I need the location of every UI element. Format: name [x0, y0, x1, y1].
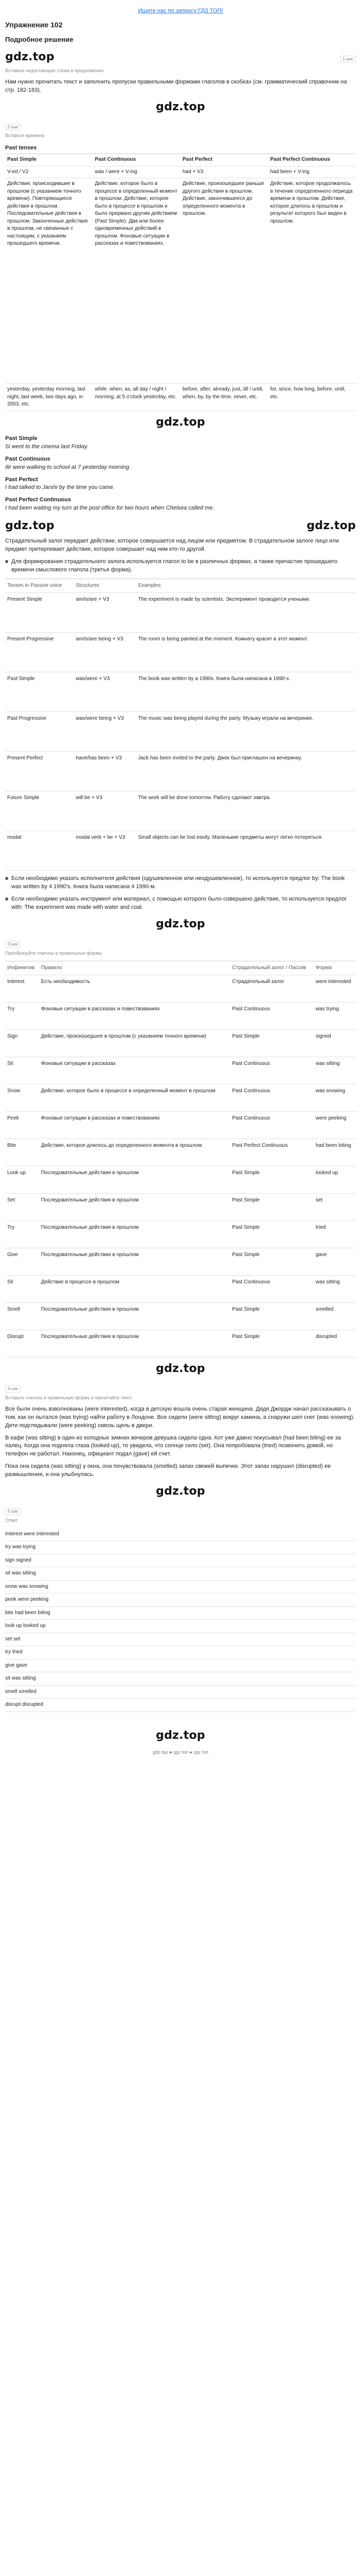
cell-rule: Фоновые ситуации в рассказах и повествованиях [39, 1003, 230, 1030]
cell-verb: Look up [5, 1166, 39, 1194]
cell-rule: Действие в процессе в прошлом [39, 1276, 230, 1303]
bullet-icon [5, 877, 8, 880]
cell-tense: modal [5, 831, 74, 871]
example-tense: Past Continuous [5, 455, 51, 462]
verbs-header: Правило [39, 961, 230, 975]
list-item: try was trying [5, 1541, 356, 1554]
tense-markers: yesterday, yesterday morning, last night, last week, two days ago, in 2003, etc. [5, 384, 93, 411]
watermark: gdz.top [156, 1362, 205, 1376]
table-row [5, 1330, 356, 1358]
cell-verb: Give [5, 1248, 39, 1276]
passive-header: Examples [136, 579, 356, 593]
cell-tense: Past Simple [230, 1303, 314, 1330]
tense-form: had + V3 [180, 166, 268, 179]
watermark: gdz.top [156, 415, 205, 429]
cell-example: The room is being painted at the moment. Комнату красят в этот момент. [136, 633, 356, 672]
cell-rule: Последовательные действия в прошлом [39, 1221, 230, 1248]
cell-example: Jack has been invited to the party. Джек был приглашен на вечеринку. [136, 752, 356, 791]
cell-tense: Past Simple [230, 1248, 314, 1276]
watermark: gdz.top [156, 1728, 205, 1742]
tense-use: Действие, которое было в процессе в определенный момент в прошлом. Действие, которое было в процессе в прошлом и было прервано другим действием (Past Simple). Два или более одновременных действий в прошлом. Фоновые ситуации в рассказах и повествованиях. [93, 178, 180, 384]
cell-verb: Snow [5, 1084, 39, 1112]
list-item: bite had been biting [5, 1607, 356, 1620]
page [5, 0, 356, 1764]
step-badge: 3 шаг [5, 941, 21, 948]
cell-example: The experiment is made by scientists. Эксперимент проводится учеными. [136, 593, 356, 633]
verbs-body [5, 975, 356, 1358]
list-item: snow was snowing [5, 1581, 356, 1594]
cell-form: was trying [314, 1003, 356, 1030]
list-item: try tried [5, 1646, 356, 1659]
example-tense: Past Simple [5, 435, 38, 442]
cell-example: The music was being played during the party. Музыку играли на вечеринке. [136, 712, 356, 752]
cell-verb: Disrupt [5, 1330, 39, 1358]
cell-verb: Sit [5, 1276, 39, 1303]
watermark-row [5, 49, 356, 65]
list-item: sign signed [5, 1554, 356, 1568]
table-row [5, 1139, 356, 1166]
step-badge: 2 шаг [5, 124, 21, 131]
cell-form: were interested [314, 975, 356, 1003]
cell-verb: Smell [5, 1303, 39, 1330]
list-item: set set [5, 1633, 356, 1647]
cell-form: smelled [314, 1303, 356, 1330]
cell-form: gave [314, 1248, 356, 1276]
bullet-icon [5, 560, 8, 563]
cell-verb: Try [5, 1221, 39, 1248]
cell-tense: Future Simple [5, 791, 74, 831]
example-sentence: I had talked to Jarshi by the time you came. [5, 484, 115, 491]
passive-header: Tenses in Passive voice [5, 579, 74, 593]
tense-header: Past Perfect Continuous [268, 154, 356, 166]
cell-form: had been biting [314, 1139, 356, 1166]
table-row [5, 633, 356, 672]
cell-rule: Фоновые ситуации в рассказах [39, 1057, 230, 1084]
table-row [5, 752, 356, 791]
cell-rule: Действие, произошедшее в прошлом (с указанием точного времени) [39, 1030, 230, 1057]
cell-example: The book was written by a 1990s. Книга была написана в 1990-х. [136, 672, 356, 712]
watermark: gdz.top [306, 519, 356, 533]
tenses-grid [5, 154, 356, 411]
search-link[interactable]: Ищите нас по запросу ГДЗ ТОП! [138, 8, 223, 14]
watermark: gdz.top [156, 1485, 205, 1498]
step-badge: 4 шаг [5, 1385, 21, 1393]
step-badge: 5 шаг [5, 1508, 21, 1515]
cell-example: The work will be done tomorrow. Работу сделают завтра. [136, 791, 356, 831]
cell-tense: Past Simple [5, 672, 74, 712]
cell-rule: Последовательные действия в прошлом [39, 1194, 230, 1221]
cell-structure: was/were being + V3 [74, 712, 136, 752]
cell-tense: Past Perfect Continuous [230, 1139, 314, 1166]
table-row [5, 1112, 356, 1139]
cell-tense: Past Continuous [230, 1003, 314, 1030]
step-title: Вставьте времена [5, 133, 44, 139]
step-title: Преобразуйте глаголы в правильные формы [5, 950, 103, 956]
cell-form: signed [314, 1030, 356, 1057]
table-row [5, 593, 356, 633]
cell-verb: Set [5, 1194, 39, 1221]
table-row [5, 1084, 356, 1112]
cell-verb: Try [5, 1003, 39, 1030]
table-row [5, 975, 356, 1003]
cell-rule: Последовательные действия в прошлом [39, 1248, 230, 1276]
page-title: Упражнение 102 [5, 20, 63, 29]
passive-bullet [5, 875, 356, 891]
list-item: give gave [5, 1659, 356, 1673]
final-answers [5, 1528, 356, 1712]
cell-rule: Последовательные действия в прошлом [39, 1303, 230, 1330]
cell-tense: Present Perfect [5, 752, 74, 791]
passive-intro: Страдательный залог передает действие, которое совершается над лицом или предметом. В страдательном залоге лицо или предмет претерпевает действие, которое совершает над ним кто-то другой. [5, 538, 339, 553]
solution-heading: Подробное решение [5, 36, 74, 44]
cell-verb: Interest [5, 975, 39, 1003]
top-link[interactable] [5, 7, 356, 15]
table-row [5, 831, 356, 871]
cell-rule: Действие, которое длилось до определенного момента в прошлом [39, 1139, 230, 1166]
list-item: smell smelled [5, 1686, 356, 1699]
step-title: Ответ [5, 1517, 18, 1523]
passive-header: Structures [74, 579, 136, 593]
tense-use: Действия, происходившие в прошлом (с указанием точного времени). Повторяющиеся действия в прошлом. Последовательные действия в прошлом. Законченные действия в прошлом, не связанные с настоящим, с указанием прошедшего времени. [5, 178, 93, 384]
cell-form: was sitting [314, 1057, 356, 1084]
step-badge: 1 шаг [340, 56, 356, 63]
cell-structure: will be + V3 [74, 791, 136, 831]
list-item: look up looked up [5, 1620, 356, 1633]
watermark: gdz.top [5, 519, 55, 533]
example-sentence: I had been waiting my turn at the post office for two hours when Chelsea called me. [5, 505, 215, 512]
cell-verb: Peek [5, 1112, 39, 1139]
passive-note [5, 558, 356, 574]
cell-structure: am/is/are being + V3 [74, 633, 136, 672]
cell-structure: modal verb + be + V3 [74, 831, 136, 871]
cell-tense: Past Simple [230, 1330, 314, 1358]
tense-form: V-ed / V2 [5, 166, 93, 179]
cell-tense: Past Continuous [230, 1057, 314, 1084]
table-row [5, 1248, 356, 1276]
cell-form: set [314, 1194, 356, 1221]
step-title: Вставьте глаголы в правильную форму и прочитайте текст [5, 1395, 132, 1400]
example-tense: Past Perfect [5, 476, 38, 483]
cell-rule: Действие, которое было в процессе в определенный момент в прошлом [39, 1084, 230, 1112]
cell-tense: Past Continuous [230, 1112, 314, 1139]
cell-tense: Past Continuous [230, 1276, 314, 1303]
table-row [5, 1303, 356, 1330]
passive-bullet-text: Если необходимо указать инструмент или материал, с помощью которого было совершено действие, то используется предлог with: The experiment was made with water and coal. [11, 896, 347, 911]
cell-tense: Past Simple [230, 1030, 314, 1057]
verbs-header: Инфинитив [5, 961, 39, 975]
intro-text: Нам нужно прочитать текст и заполнить пропуски правильными формами глаголов в скобках (см. грамматический справочник на стр. 182-183). [5, 79, 347, 93]
example-tense: Past Perfect Continuous [5, 497, 71, 503]
cell-tense: Past Simple [230, 1221, 314, 1248]
cell-form: tried [314, 1221, 356, 1248]
table-row [5, 1057, 356, 1084]
tense-markers: while, when, as, all day / night / morning, at 5 o'clock yesterday, etc. [93, 384, 180, 411]
cell-example: Small objects can be lost easily. Маленькие предметы могут легко потеряться. [136, 831, 356, 871]
table-row [5, 672, 356, 712]
tense-use: Действие, которое продолжалось в течение определенного периода времени в прошлом. Действие, которое длилось в прошлом и результат которого был виден в прошлом. [268, 178, 356, 384]
tense-header: Past Perfect [180, 154, 268, 166]
cell-tense: Страдательный залог [230, 975, 314, 1003]
story-paragraph: В кафе (was sitting) в один из холодных зимних вечеров девушка сидела одна. Кот уже давно покусывал (had been biting) ее за палец. Когда она подняла глаза (looked up), то увидела, что солнце село (set). Она попробовала (tried) позвонить домой, но телефон не работал. Наконец, официант подал (gave) ей счет. [5, 1434, 341, 1458]
cell-rule: Последовательные действия в прошлом [39, 1166, 230, 1194]
passive-bullet-text: Если необходимо указать исполнителя действия (одушевленное или неодушевленное), то используется предлог by: The book was written by 4 1990's. Книга была написана 4 1990-м. [11, 875, 345, 890]
list-item: Interest were interested [5, 1528, 356, 1541]
passive-table [5, 579, 356, 871]
cell-verb: Sign [5, 1030, 39, 1057]
table-row [5, 1003, 356, 1030]
verbs-header: Форма [314, 961, 356, 975]
cell-tense: Present Progressive [5, 633, 74, 672]
watermark: gdz.top [156, 918, 205, 931]
table-row [5, 1194, 356, 1221]
watermark: gdz.top [156, 100, 205, 113]
cell-structure: am/is/are + V3 [74, 593, 136, 633]
table-row [5, 1166, 356, 1194]
verbs-header: Страдательный залог / Пассив [230, 961, 314, 975]
tense-form: had been + V-ing [268, 166, 356, 179]
cell-verb: Bite [5, 1139, 39, 1166]
example-sentence: Ilir were walking to school at 7 yesterday morning. [5, 464, 131, 470]
list-item: peek were peeking [5, 1594, 356, 1607]
tense-header: Past Continuous [93, 154, 180, 166]
step-title: Вставьте недостающие слова в предложения [5, 67, 104, 73]
cell-tense: Past Progressive [5, 712, 74, 752]
cell-rule: Фоновые ситуации в рассказах и повествованиях [39, 1112, 230, 1139]
passive-bullet [5, 895, 356, 912]
footer-link[interactable]: gdz.top ● гдз топ ● гдз топ [153, 1749, 208, 1755]
bullet-icon [5, 897, 8, 901]
list-item: sit was sitting [5, 1672, 356, 1686]
cell-form: was sitting [314, 1276, 356, 1303]
cell-tense: Past Continuous [230, 1084, 314, 1112]
tense-markers: before, after, already, just, till / until, when, by, by the time, never, etc. [180, 384, 268, 411]
table-row [5, 1221, 356, 1248]
tense-examples [5, 435, 356, 513]
cell-structure: was/were + V3 [74, 672, 136, 712]
table-row [5, 1276, 356, 1303]
cell-rule: Последовательные действия в прошлом [39, 1330, 230, 1358]
watermark: gdz.top [5, 50, 55, 64]
tenses-label: Past tenses [5, 145, 37, 151]
tense-header: Past Simple [5, 154, 93, 166]
tense-markers: for, since, how long, before, until, etc. [268, 384, 356, 411]
cell-rule: Есть необходимость [39, 975, 230, 1003]
cell-verb: Sit [5, 1057, 39, 1084]
story-paragraph: Пока она сидела (was sitting) у окна, она почувствовала (smelled) запах свежей выпечки. Этот запах нарушил (disrupted) ее размышления, и она улыбнулась. [5, 1463, 331, 1478]
cell-form: disrupted [314, 1330, 356, 1358]
tense-use: Действие, произошедшее раньше другого действия в прошлом. Действие, закончившееся до определенного момента в прошлом. [180, 178, 268, 384]
verbs-table [5, 961, 356, 1358]
table-row [5, 712, 356, 752]
table-row [5, 791, 356, 831]
cell-tense: Past Simple [230, 1194, 314, 1221]
cell-tense: Present Simple [5, 593, 74, 633]
cell-form: looked up [314, 1166, 356, 1194]
story-paragraph: Все были очень взволнованы (were interested), когда в детскую вошла очень старая женщина. Дядя Джордж начал рассказывать о том, как он пытался (was trying) найти работу в Лондоне. Все сидели (were sitting) вокруг камина, а снаружи шел снег (was snowing). Дети подглядывали (were peeking) сквозь щель в двери. [5, 1405, 355, 1429]
example-sentence: Si went to the cinema last Friday. [5, 443, 89, 450]
cell-form: was snowing [314, 1084, 356, 1112]
cell-structure: have/has been + V3 [74, 752, 136, 791]
list-item: disrupt disrupted [5, 1699, 356, 1712]
cell-form: were peeking [314, 1112, 356, 1139]
table-row [5, 1030, 356, 1057]
list-item: sit was sitting [5, 1567, 356, 1581]
cell-tense: Past Simple [230, 1166, 314, 1194]
passive-note-text: Для формирования страдательного залога используется глагол to be в различных формах, а также причастие прошедшего времени смыслового глагола (третья форма). [11, 558, 337, 573]
tense-form: was / were + V-ing [93, 166, 180, 179]
